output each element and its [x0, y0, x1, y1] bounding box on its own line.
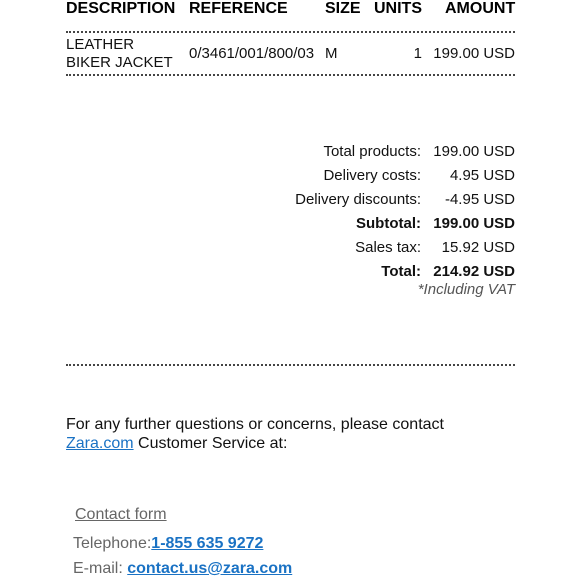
- delivery-costs-label: Delivery costs:: [323, 167, 421, 184]
- total-products-label: Total products:: [323, 143, 421, 160]
- table-row: [0, 36, 580, 72]
- total-label: Total:: [381, 263, 421, 280]
- summary-total-products: [323, 143, 515, 161]
- summary-sales-tax: [355, 239, 515, 257]
- sales-tax-value: 15.92 USD: [441, 239, 515, 256]
- sales-tax-label: Sales tax:: [355, 239, 421, 256]
- summary-divider: [66, 364, 515, 366]
- vat-note: *Including VAT: [417, 281, 515, 298]
- total-value: 214.92 USD: [433, 263, 515, 280]
- delivery-discounts-label: Delivery discounts:: [295, 191, 421, 208]
- item-description-line1: LEATHER: [66, 36, 135, 53]
- delivery-costs-value: 4.95 USD: [449, 167, 515, 184]
- summary-subtotal: [356, 215, 515, 233]
- summary-delivery-discounts: [295, 191, 515, 209]
- contact-form-link[interactable]: Contact form: [75, 506, 167, 523]
- email-line: [73, 559, 292, 578]
- delivery-discounts-value: -4.95 USD: [444, 191, 515, 208]
- telephone-line: [73, 534, 263, 553]
- item-amount: 199.00 USD: [433, 45, 515, 62]
- header-amount: AMOUNT: [445, 0, 516, 17]
- header-units: UNITS: [374, 0, 422, 17]
- telephone-label: Telephone:: [73, 535, 152, 552]
- contact-message-text: For any further questions or concerns, please contact: [66, 416, 444, 433]
- total-products-value: 199.00 USD: [433, 143, 515, 160]
- item-size: M: [325, 45, 338, 62]
- summary-delivery-costs: [323, 167, 515, 185]
- subtotal-value: 199.00 USD: [433, 215, 515, 232]
- item-units: 1: [413, 45, 422, 62]
- item-reference: 0/3461/001/800/03: [189, 45, 315, 62]
- contact-message-suffix: Customer Service at:: [133, 435, 288, 452]
- row-divider: [66, 74, 515, 76]
- contact-message: [66, 415, 486, 453]
- email-link[interactable]: contact.us@zara.com: [127, 560, 293, 577]
- summary-total: [381, 263, 515, 281]
- item-description-line2: BIKER JACKET: [66, 54, 173, 71]
- header-description: DESCRIPTION: [66, 0, 176, 17]
- header-size: SIZE: [325, 0, 361, 17]
- header-reference: REFERENCE: [189, 0, 288, 17]
- header-divider: [66, 31, 515, 33]
- telephone-link[interactable]: 1-855 635 9272: [151, 535, 264, 552]
- email-label: E-mail:: [73, 560, 128, 577]
- subtotal-label: Subtotal:: [356, 215, 421, 232]
- zara-link[interactable]: Zara.com: [66, 435, 134, 452]
